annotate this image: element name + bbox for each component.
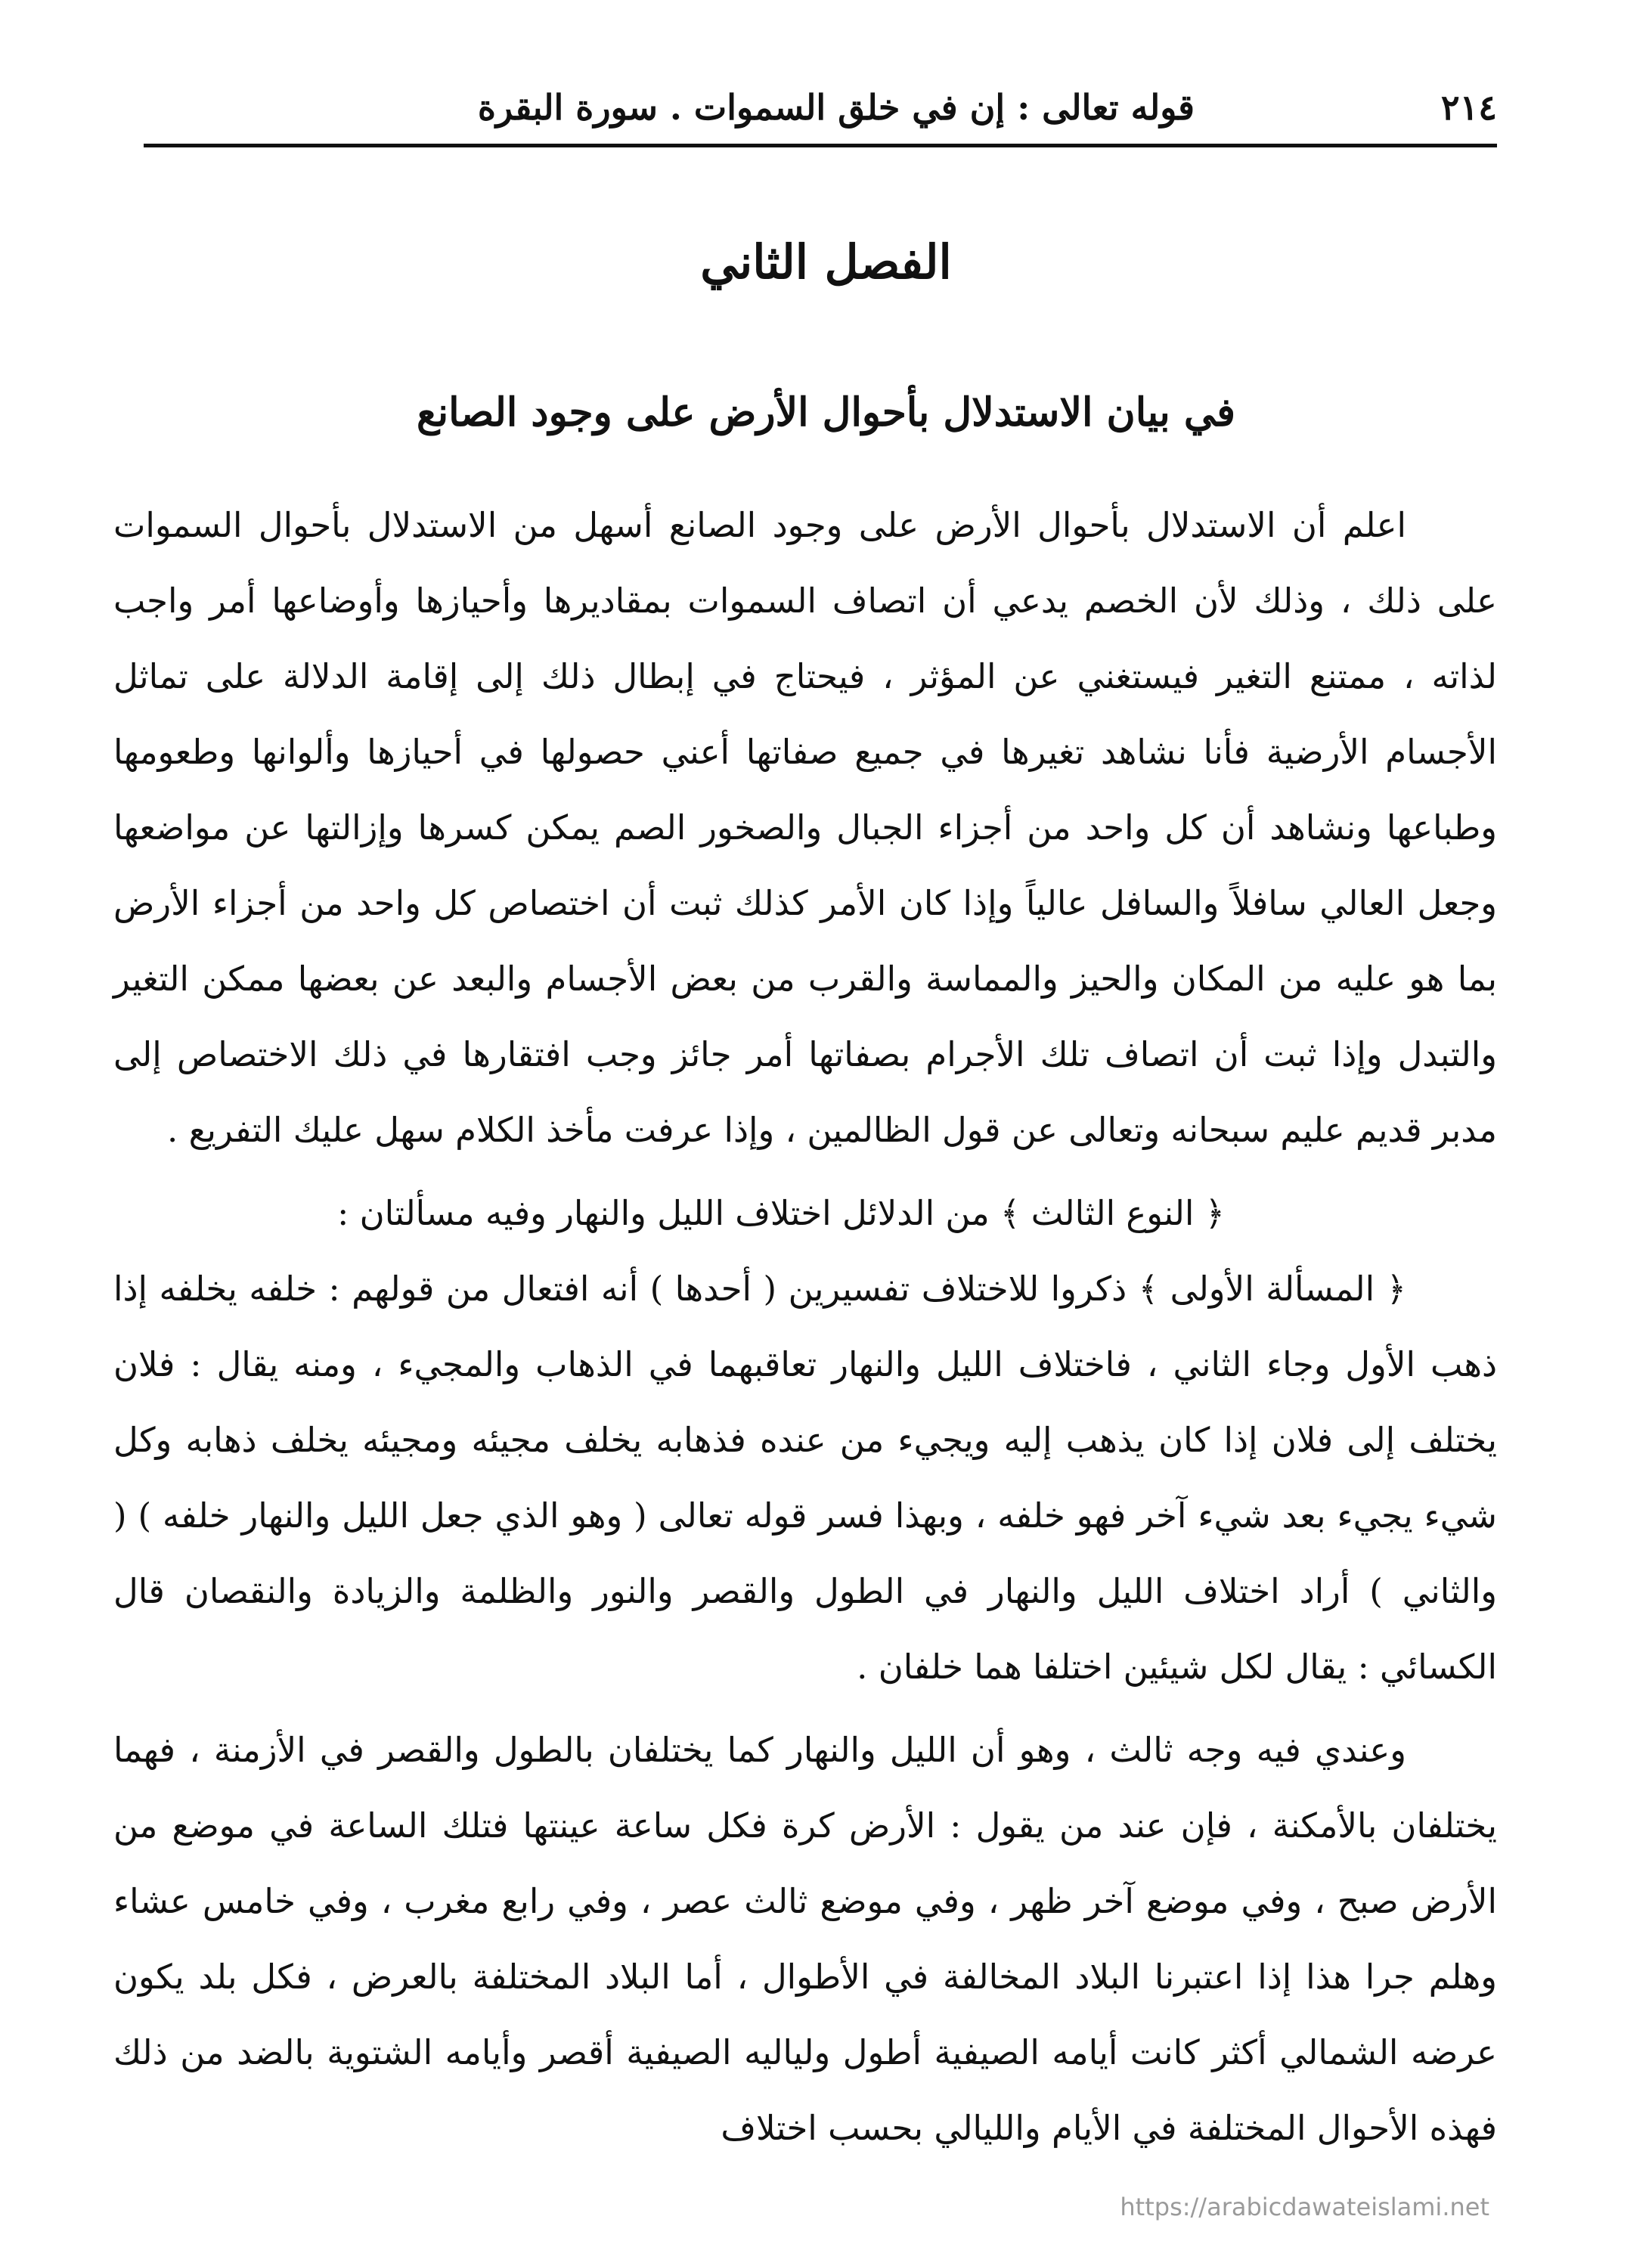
source-watermark: https://arabicdawateislami.net xyxy=(1120,2193,1489,2221)
body-text xyxy=(113,488,1497,2166)
header-rule xyxy=(144,144,1497,147)
paragraph-third-aspect: وعندي فيه وجه ثالث ، وهو أن الليل والنهار كما يختلفان بالطول والقصر في الأزمنة ، فهما يختلفان بالأمكنة ، فإن عند من يقول : الأرض كرة فكل ساعة عينتها فتلك الساعة في موضع من الأرض صبح ، وفي موضع آخر ظهر ، وفي موضع ثالث عصر ، وفي رابع مغرب ، وفي خامس عشاء وهلم جرا هذا إذا اعتبرنا البلاد المخالفة في الأطوال ، أما البلاد المختلفة بالعرض ، فكل بلد يكون عرضه الشمالي أكثر كانت أيامه الصيفية أطول ولياليه الصيفية أقصر وأيامه الشتوية بالضد من ذلك فهذه الأحوال المختلفة في الأيام والليالي بحسب اختلاف xyxy=(113,1730,1497,2148)
running-title: قوله تعالى : إن في خلق السموات . سورة البقرة xyxy=(477,87,1195,128)
page-header xyxy=(144,72,1497,140)
paragraph-first-issue: ﴿ المسألة الأولى ﴾ ذكروا للاختلاف تفسيرين ( أحدها ) أنه افتعال من قولهم : خلفه يخلفه إذا ذهب الأول وجاء الثاني ، فاختلاف الليل والنهار تعاقبهما في الذهاب والمجيء ، ومنه يقال : فلان يختلف إلى فلان إذا كان يذهب إليه ويجيء من عنده فذهابه يخلف مجيئه ومجيئه يخلف ذهابه وكل شيء يجيء بعد شيء آخر فهو خلفه ، وبهذا فسر قوله تعالى ( وهو الذي جعل الليل والنهار خلفه ) ( والثاني ) أراد اختلاف الليل والنهار في الطول والقصر والنور والظلمة والزيادة والنقصان قال الكسائي : يقال لكل شيئين اختلفا هما خلفان . xyxy=(113,1269,1497,1687)
chapter-title: الفصل الثاني xyxy=(700,234,952,290)
page-number: ٢١٤ xyxy=(1440,87,1497,128)
paragraph-intro: اعلم أن الاستدلال بأحوال الأرض على وجود الصانع أسهل من الاستدلال بأحوال السموات على ذلك ، وذلك لأن الخصم يدعي أن اتصاف السموات بمقاديرها وأحيازها وأوضاعها أمر واجب لذاته ، ممتنع التغير فيستغني عن المؤثر ، فيحتاج في إبطال ذلك إلى إقامة الدلالة على تماثل الأجسام الأرضية فأنا نشاهد تغيرها في جميع صفاتها أعني حصولها في أحيازها وألوانها وطعومها وطباعها ونشاهد أن كل واحد من أجزاء الجبال والصخور الصم يمكن كسرها وإزالتها عن مواضعها وجعل العالي سافلاً والسافل عالياً وإذا كان الأمر كذلك ثبت أن اختصاص كل واحد من أجزاء الأرض بما هو عليه من المكان والحيز والمماسة والقرب من بعض الأجسام والبعد عن بعضها ممكن التغير والتبدل وإذا ثبت أن اتصاف تلك الأجرام بصفاتها أمر جائز وجب افتقارها في ذلك الاختصاص إلى مدبر قديم عليم سبحانه وتعالى عن قول الظالمين ، وإذا عرفت مأخذ الكلام سهل عليك التفريع . xyxy=(113,505,1497,1150)
paragraph-third-type: ﴿ النوع الثالث ﴾ من الدلائل اختلاف الليل والنهار وفيه مسألتان : xyxy=(337,1193,1225,1233)
section-subtitle: في بيان الاستدلال بأحوال الأرض على وجود الصانع xyxy=(416,389,1236,435)
